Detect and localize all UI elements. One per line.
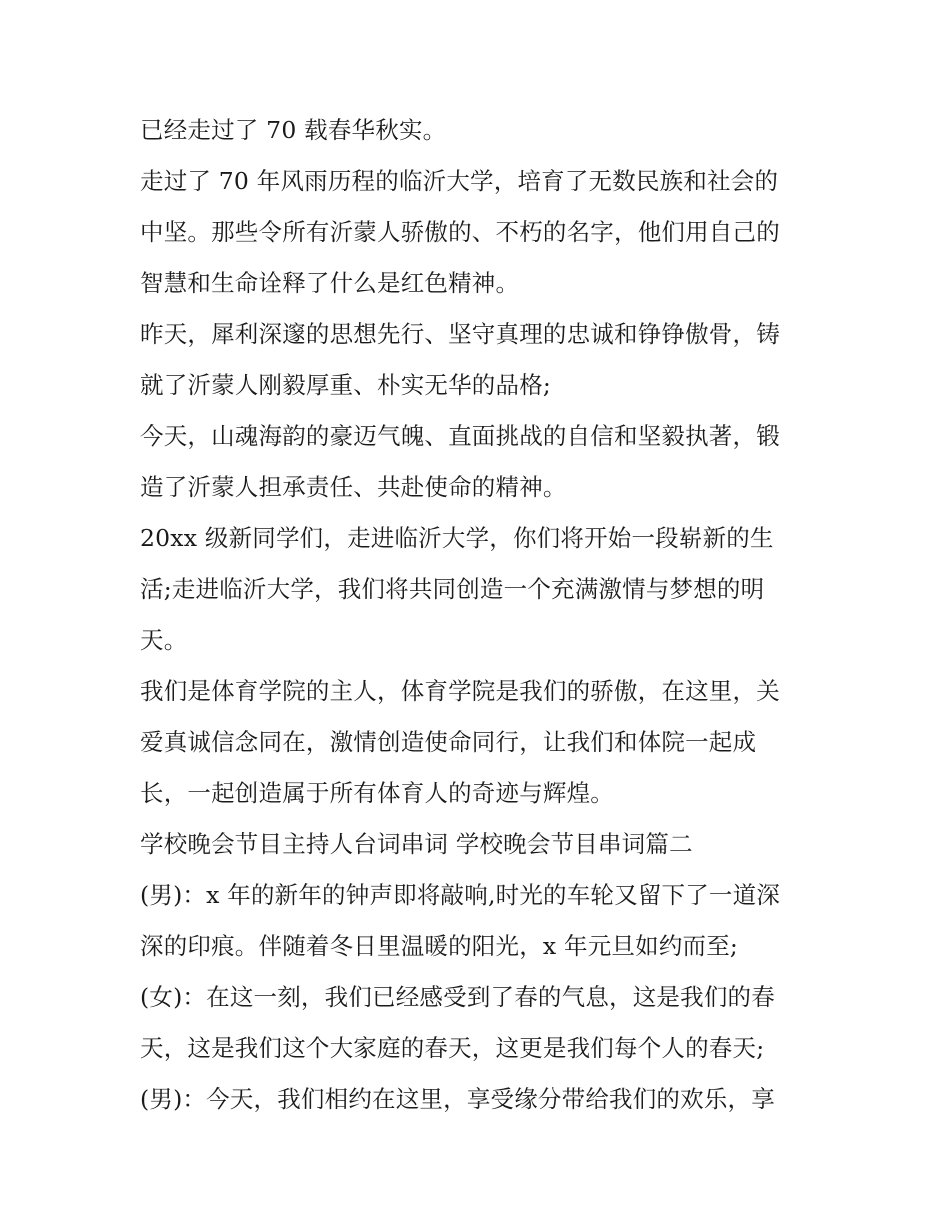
text-line: 造了沂蒙人担承责任、共赴使命的精神。 <box>140 473 567 501</box>
text-line: 智慧和生命诠释了什么是红色精神。 <box>140 269 520 297</box>
text-line: 就了沂蒙人刚毅厚重、朴实无华的品格; <box>140 371 552 399</box>
text-line: 中坚。那些令所有沂蒙人骄傲的、不朽的名字，他们用自己的 <box>140 218 780 246</box>
text-line: 20xx 级新同学们，走进临沂大学，你们将开始一段崭新的生 <box>140 524 774 552</box>
text-line: 天，这是我们这个大家庭的春天，这更是我们每个人的春天; <box>140 1034 765 1062</box>
text-line: 爱真诚信念同在，激情创造使命同行，让我们和体院一起成 <box>140 728 757 756</box>
text-line: (女)：在这一刻，我们已经感受到了春的气息，这是我们的春 <box>140 983 775 1011</box>
text-line: 天。 <box>140 626 188 654</box>
text-line: 活;走进临沂大学，我们将共同创造一个充满激情与梦想的明 <box>140 575 765 603</box>
text-line: 走过了 70 年风雨历程的临沂大学，培育了无数民族和社会的 <box>140 167 779 195</box>
text-line: 已经走过了 70 载春华秋实。 <box>140 116 447 144</box>
text-line: 深的印痕。伴随着冬日里温暖的阳光，x 年元旦如约而至; <box>140 932 739 960</box>
text-line: 我们是体育学院的主人，体育学院是我们的骄傲，在这里，关 <box>140 677 780 705</box>
text-line: 昨天，犀利深邃的思想先行、坚守真理的忠诚和铮铮傲骨，铸 <box>140 320 780 348</box>
text-line: (男)：x 年的新年的钟声即将敲响,时光的车轮又留下了一道深 <box>140 881 781 909</box>
text-line: 长，一起创造属于所有体育人的奇迹与辉煌。 <box>140 779 614 807</box>
section-heading: 学校晚会节目主持人台词串词 学校晚会节目串词篇二 <box>140 830 693 858</box>
text-line: 今天，山魂海韵的豪迈气魄、直面挑战的自信和坚毅执著，锻 <box>140 422 780 450</box>
text-line: (男)：今天，我们相约在这里，享受缘分带给我们的欢乐，享 <box>140 1085 775 1113</box>
